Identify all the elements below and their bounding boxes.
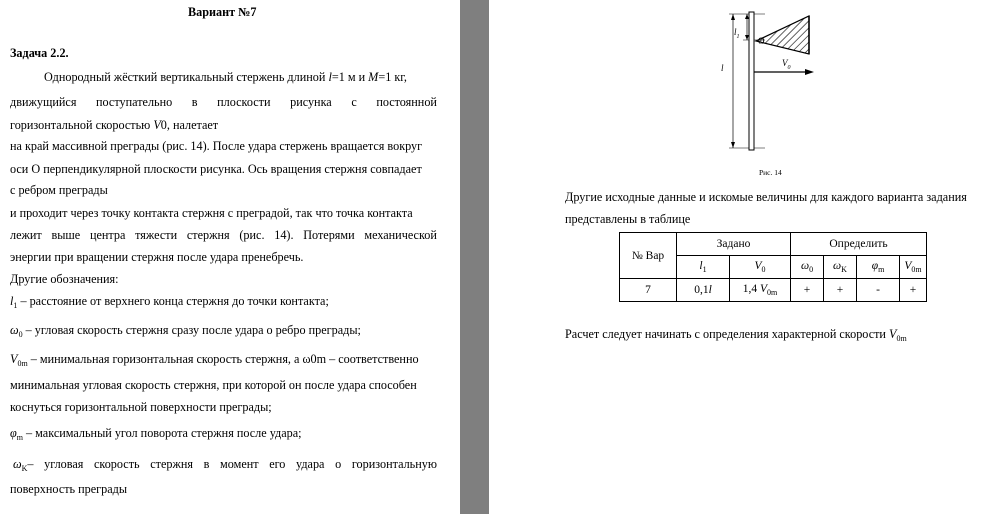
task-heading: Задача 2.2. [10, 46, 69, 60]
intro-line-1: Другие исходные данные и искомые величины для каждого варианта задания [565, 190, 967, 204]
col-v0m: $V_{0m}$ [900, 256, 927, 279]
paragraph-line-3: горизонтальной скоростью V0, налетает [10, 118, 219, 132]
paragraph-line-5: оси О перпендикулярной плоскости рисунка. Ось вращения стержня совпадает [10, 162, 422, 176]
fig-label-o: O [758, 36, 765, 46]
paragraph-line-8: лежит выше центра тяжести стержня (рис. 14). Потерями механической [10, 228, 437, 242]
document-page-left [0, 0, 460, 514]
paragraph-line-10: Другие обозначения: [10, 272, 119, 286]
paragraph-line-1: Однородный жёсткий вертикальный стержень длиной l=1 м и M=1 кг, [44, 70, 407, 84]
col-phim: $\varphi_m$ [857, 256, 900, 279]
fig-label-v0: $V_0$ [782, 58, 791, 71]
paragraph-line-9: энергии при вращении стержня после удара пренебречь. [10, 250, 304, 264]
paragraph-line-6: с ребром преграды [10, 183, 108, 197]
paragraph-line-7: и проходит через точку контакта стержня с преградой, так что точка контакта [10, 206, 413, 220]
definition-l1: $l_1$ – расстояние от верхнего конца стержня до точки контакта; [10, 294, 329, 310]
paragraph-line-2: движущийся поступательно в плоскости рисунка с постоянной [10, 95, 437, 109]
document-page-right [489, 0, 1000, 514]
rod [749, 12, 754, 150]
table-row: 7 0,1l 1,4 $V_{0m}$ + + - + [620, 279, 927, 302]
paragraph-line-4: на край массивной преграды (рис. 14). После удара стержень вращается вокруг [10, 139, 423, 153]
figure-rod-obstacle [709, 0, 889, 165]
definition-phim: $\varphi_m$ – максимальный угол поворота стержня после удара; [10, 426, 302, 442]
col-v0: $V_0$ [730, 256, 791, 279]
closing-text: Расчет следует начинать с определения характерной скорости $V_{0m}$ [565, 327, 907, 343]
obstacle-hatched [756, 16, 809, 54]
col-l1: $l_1$ [677, 256, 730, 279]
definition-v0m-line-3: коснуться горизонтальной поверхности преграды; [10, 400, 272, 414]
definition-v0m: $V_{0m}$ – минимальная горизонтальная скорость стержня, а ω0m – соответственно [10, 352, 419, 368]
variant-table [619, 232, 927, 302]
definition-v0m-line-2: минимальная угловая скорость стержня, при которой он после удара способен [10, 378, 417, 392]
header-variant: № Вар [620, 233, 677, 279]
fig-label-l: l [721, 63, 724, 73]
header-find: Определить [791, 233, 927, 256]
definition-omega0: $\omega_0$ – угловая скорость стержня сразу после удара о ребро преграды; [10, 323, 361, 339]
definition-omegak: $\omega_K-$ угловая скорость стержня в момент его удара о горизонтальную [13, 457, 437, 473]
col-omegak: $\omega_K$ [824, 256, 857, 279]
col-omega0: $\omega_0$ [791, 256, 824, 279]
intro-line-2: представлены в таблице [565, 212, 691, 226]
figure-caption: Рис. 14 [759, 168, 782, 177]
variant-title: Вариант №7 [188, 5, 257, 19]
definition-omegak-line-2: поверхность преграды [10, 482, 128, 496]
fig-label-l1: $l_1$ [734, 27, 740, 40]
header-given: Задано [677, 233, 791, 256]
